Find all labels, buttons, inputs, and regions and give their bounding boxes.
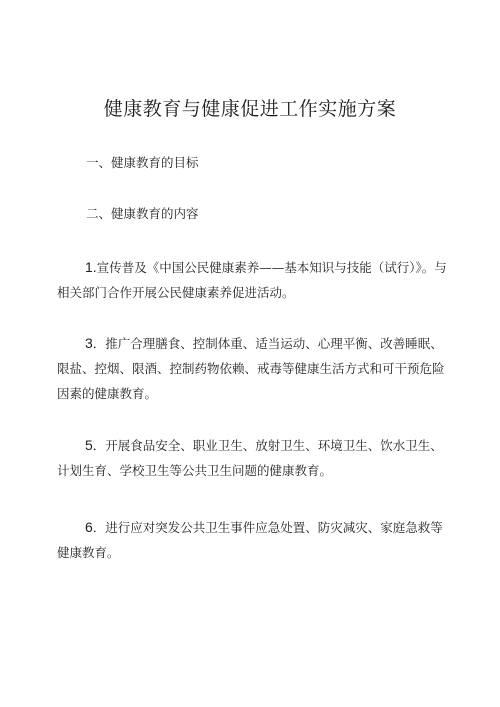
content-item-6: [57, 515, 451, 565]
item-number: 1.: [85, 259, 97, 275]
content-item-5: [57, 433, 451, 483]
content-item-3: [57, 331, 451, 406]
item-text: ．开展食品安全、职业卫生、放射卫生、环境卫生、饮水卫生、计划生育、学校卫生等公共卫生问题的健康教育。: [57, 438, 443, 478]
content-item-1: [57, 255, 451, 305]
item-text: 宣传普及《中国公民健康素养——基本知识与技能（试行）》。与相关部门合作开展公民健康素养促进活动。: [57, 260, 447, 300]
section-heading-content: 二、健康教育的内容: [86, 206, 199, 221]
section-heading-goals: 一、健康教育的目标: [86, 155, 199, 170]
item-number: 3: [85, 335, 93, 351]
item-number: 5: [85, 437, 93, 453]
item-text: ．推广合理膳食、控制体重、适当运动、心理平衡、改善睡眠、限盐、控烟、限酒、控制药物依赖、戒毒等健康生活方式和可干预危险因素的健康教育。: [57, 336, 445, 401]
item-text: ．进行应对突发公共卫生事件应急处置、防灾减灾、家庭急救等健康教育。: [57, 520, 443, 560]
item-number: 6: [85, 519, 93, 535]
page-title: 健康教育与健康促进工作实施方案: [103, 98, 397, 120]
